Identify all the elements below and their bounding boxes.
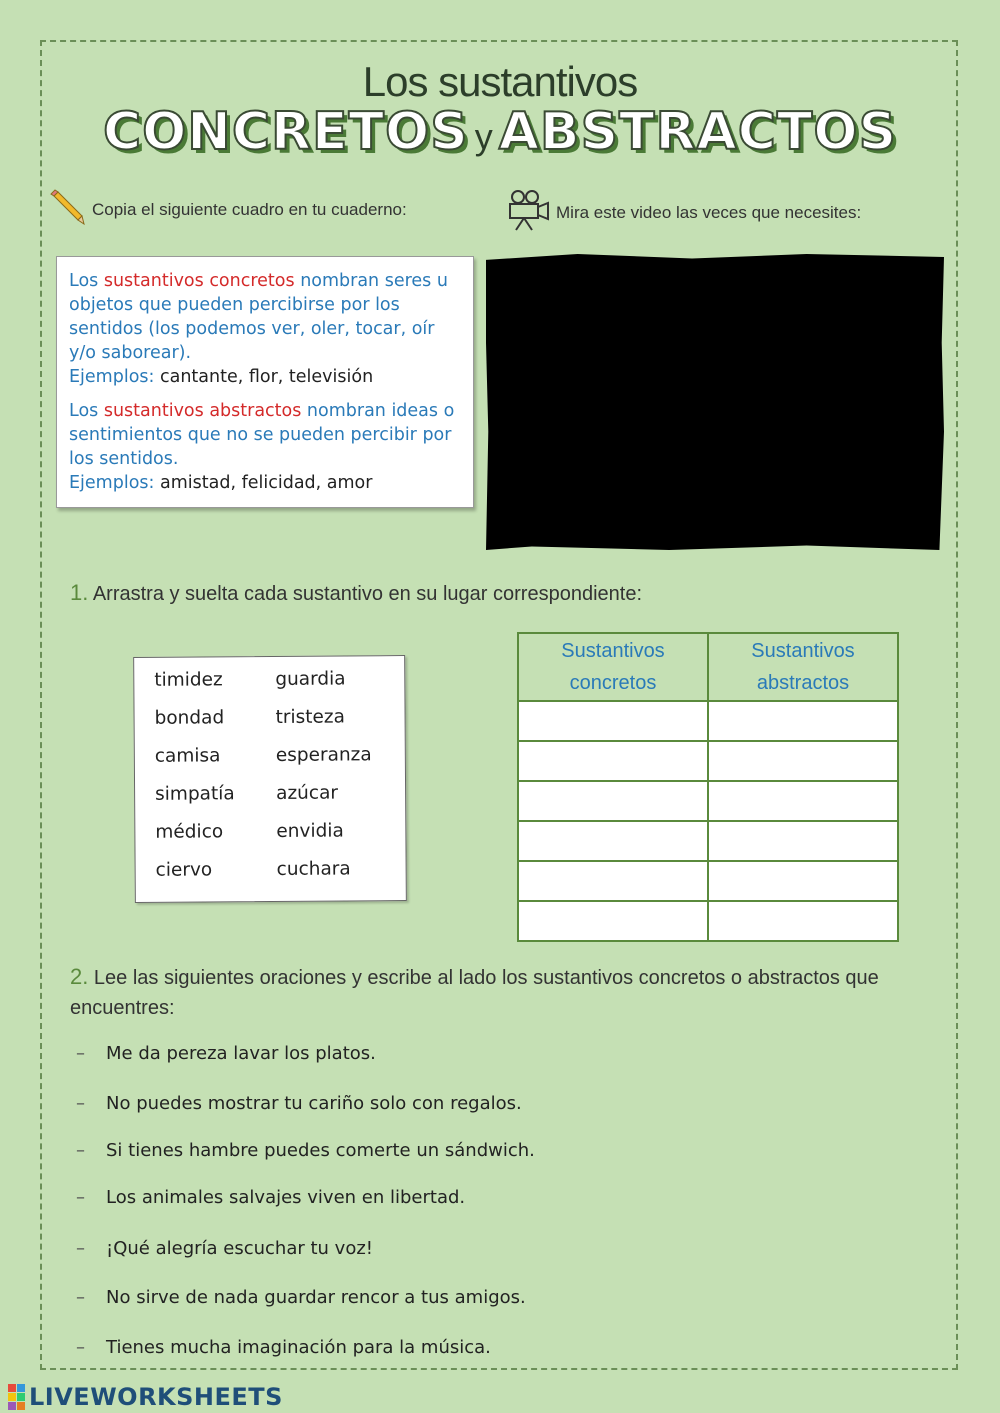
dash-bullet: – [76, 1238, 85, 1259]
copy-instruction [48, 188, 407, 231]
draggable-word[interactable]: timidez [154, 669, 223, 691]
concrete-post: nombran seres u objetos que pueden percibirse por los sentidos (los podemos ver, oler, tocar, oír y/o saborear). [69, 271, 448, 363]
logo-blocks-icon [8, 1384, 25, 1410]
concrete-pre: Los [69, 271, 104, 291]
draggable-word[interactable]: simpatía [155, 783, 235, 805]
title-abstractos: ABSTRACTOS [498, 102, 898, 162]
sentence-item [76, 1238, 373, 1259]
drop-zone-concrete[interactable] [518, 781, 708, 821]
drop-zone-abstract[interactable] [708, 701, 898, 741]
liveworksheets-logo [8, 1383, 283, 1411]
abstract-post: nombran ideas o sentimientos que no se pueden percibir por los sentidos. [69, 401, 455, 469]
sentence-text: ¡Qué alegría escuchar tu voz! [106, 1238, 374, 1259]
sentence-item [76, 1093, 522, 1114]
title-concretos: CONCRETOS [102, 102, 469, 162]
drop-zone-concrete[interactable] [518, 901, 708, 941]
header-concrete: Sustantivos concretos [518, 633, 708, 701]
abstract-definition [69, 399, 461, 495]
pencil-icon [48, 188, 86, 231]
draggable-word[interactable]: médico [155, 821, 224, 843]
sentence-item [76, 1187, 465, 1208]
concrete-term: sustantivos concretos [103, 271, 295, 291]
drop-zone-abstract[interactable] [708, 861, 898, 901]
abstract-examples: amistad, felicidad, amor [154, 473, 373, 493]
dash-bullet: – [76, 1287, 85, 1308]
draggable-word[interactable]: ciervo [155, 859, 213, 881]
drop-zone-concrete[interactable] [518, 741, 708, 781]
draggable-word[interactable]: guardia [275, 668, 346, 690]
draggable-word[interactable]: cuchara [276, 858, 351, 880]
drop-zone-concrete[interactable] [518, 861, 708, 901]
video-instruction [506, 188, 861, 237]
sentence-text: Si tienes hambre puedes comerte un sándwich. [106, 1140, 535, 1161]
sentence-item [76, 1337, 491, 1358]
exercise2-text: Lee las siguientes oraciones y escribe al lado los sustantivos concretos o abstractos que encuentres: [70, 967, 879, 1019]
abstract-term: sustantivos abstractos [103, 401, 302, 421]
sentence-item [76, 1043, 376, 1064]
sentence-text: No puedes mostrar tu cariño solo con regalos. [106, 1093, 522, 1114]
exercise1-number: 1. [70, 580, 89, 605]
drop-zone-abstract[interactable] [708, 821, 898, 861]
draggable-word[interactable]: camisa [154, 745, 221, 767]
dash-bullet: – [76, 1043, 85, 1064]
drop-zone-abstract[interactable] [708, 781, 898, 821]
video-player[interactable] [486, 254, 944, 550]
sentence-text: Me da pereza lavar los platos. [106, 1043, 376, 1064]
word-bank [133, 655, 407, 903]
concrete-definition [69, 269, 461, 389]
draggable-word[interactable]: tristeza [275, 706, 345, 728]
sentence-text: Los animales salvajes viven en libertad. [106, 1187, 466, 1208]
logo-text: LIVEWORKSHEETS [29, 1383, 283, 1411]
title-connector: y [474, 116, 493, 157]
copy-instruction-text: Copia el siguiente cuadro en tu cuaderno: [92, 199, 407, 219]
concrete-examples-label: Ejemplos: [69, 367, 155, 387]
title-line1: Los sustantivos [362, 58, 638, 105]
draggable-word[interactable]: bondad [154, 707, 225, 729]
sentence-item [76, 1287, 526, 1308]
drop-zone-concrete[interactable] [518, 821, 708, 861]
abstract-examples-label: Ejemplos: [69, 473, 155, 493]
dash-bullet: – [76, 1337, 85, 1358]
drop-zone-concrete[interactable] [518, 701, 708, 741]
drop-zone-abstract[interactable] [708, 901, 898, 941]
exercise1-text: Arrastra y suelta cada sustantivo en su lugar correspondiente: [92, 583, 643, 605]
exercise2-number: 2. [70, 964, 89, 989]
dash-bullet: – [76, 1140, 85, 1161]
header-abstract: Sustantivos abstractos [708, 633, 898, 701]
sentence-item [76, 1140, 535, 1161]
draggable-word[interactable]: envidia [276, 820, 344, 842]
definition-box [56, 256, 474, 508]
dash-bullet: – [76, 1187, 85, 1208]
concrete-examples: cantante, flor, televisión [154, 367, 374, 387]
video-instruction-text: Mira este video las veces que necesites: [556, 202, 862, 222]
draggable-word[interactable]: esperanza [275, 744, 372, 766]
film-camera-icon [506, 188, 550, 237]
sentence-text: Tienes mucha imaginación para la música. [106, 1337, 491, 1358]
dash-bullet: – [76, 1093, 85, 1114]
exercise1-instruction [70, 580, 642, 606]
draggable-word[interactable]: azúcar [276, 782, 339, 804]
abstract-pre: Los [69, 401, 104, 421]
exercise2-instruction [70, 962, 930, 1023]
title-main [0, 102, 1000, 162]
sorting-table [517, 632, 899, 942]
drop-zone-abstract[interactable] [708, 741, 898, 781]
sentence-text: No sirve de nada guardar rencor a tus amigos. [106, 1287, 526, 1308]
